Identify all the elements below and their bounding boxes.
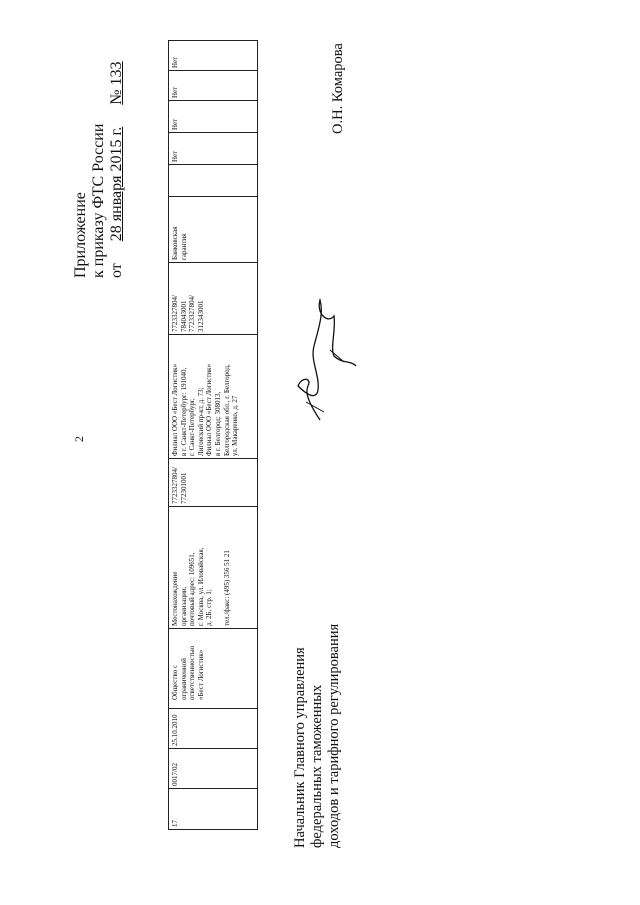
table-cell-branches: Филиал ООО «Бест Логистик» в г. Санкт-Петербург: 191040, г. Санкт-Петербург, Лиговский пр-кт, д. 73; Филиал ООО «Бест Логистик» в г. Белгород: 308013, Белгородская обл., г. Белгород, ул. Макаренко, д. 27 [171,363,240,456]
table-cell-branch-inn-kpp: 7723327804/ 784043001 7723327804/ 312343001 [171,295,205,332]
registry-table [168,40,258,830]
table-cell-reg-no: 0017/02 [171,763,179,786]
table-cell-blank [168,164,258,196]
page-number: 2 [72,436,86,442]
appendix-date-prefix: от [108,263,125,278]
signer-name: О.Н. Комарова [330,43,346,134]
appendix-number: № 133 [108,61,125,105]
table-cell-date: 25.10.2010 [171,714,179,746]
chief-title: Начальник Главного управления федеральных таможенных доходов и тарифного регулирования [292,623,342,848]
table-cell-org-name: Общество с ограниченной ответственностью «Бест Логистик» [171,645,205,700]
appendix-title: Приложение [72,192,89,278]
handwritten-signature [290,290,360,430]
table-cell-inn-kpp: 7723327804/ 772301001 [171,467,188,504]
appendix-order-ref: к приказу ФТС России [90,123,107,278]
appendix-header [72,61,126,278]
table-cell-col10: Нет [171,118,179,130]
table-cell-col11: Нет [171,86,179,98]
table-cell-col12: Нет [171,56,179,68]
appendix-date: 28 января 2015 г. [108,126,125,242]
table-cell-col9: Нет [171,150,179,162]
appendix-date-line [108,61,126,278]
table-cell-guarantee: Банковская гарантия [171,226,188,260]
table-cell-location: Местонахождение организации, почтовый адрес: 109651, г. Москва, ул. Иловайская, д. 2Б, стр. 1; тел./факс: (495) 356 51 21 [171,547,231,626]
table-cell-row-number: 17 [171,820,179,827]
